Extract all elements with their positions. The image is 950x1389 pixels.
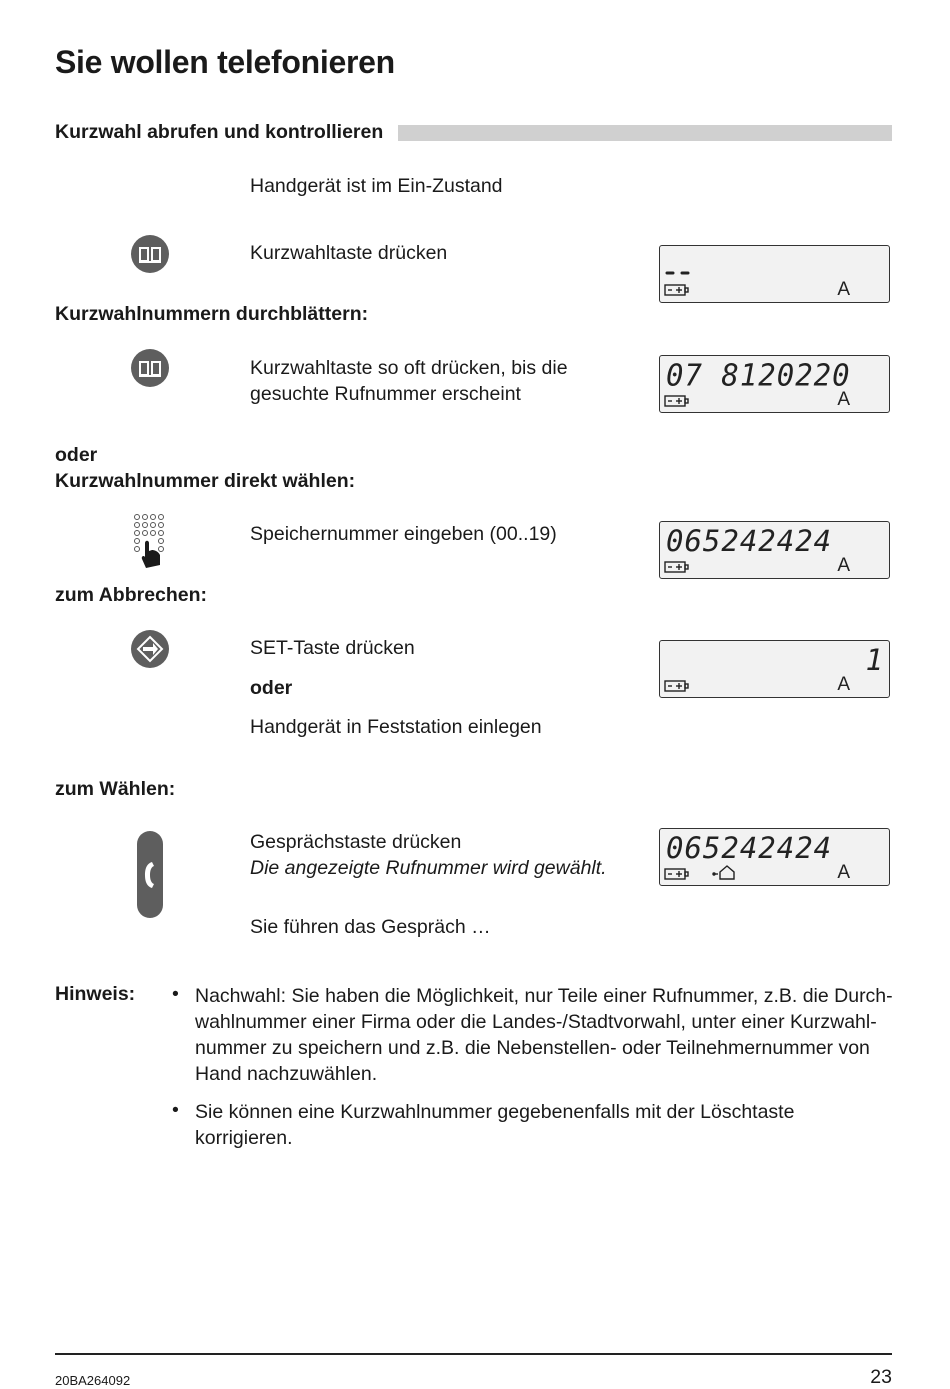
lcd-display-3 [659, 521, 890, 579]
press-talk-text: Gesprächstaste drücken [250, 831, 462, 853]
handset-key-icon [136, 830, 164, 925]
in-call-text: Sie führen das Gespräch … [250, 916, 491, 938]
dialed-note-text: Die angezeigte Rufnummer wird gewählt. [250, 857, 607, 879]
browse-heading: Kurzwahlnummern durchblättern: [55, 303, 369, 325]
hint-item-2: Sie können eine Kurzwahlnummer gegebenenfalls mit der Löschtaste korrigieren. [195, 1101, 795, 1149]
lcd-mode-indicator: A [837, 674, 850, 695]
or-heading: oder [55, 444, 98, 466]
lcd-display-1 [659, 245, 890, 303]
hint-item-1: Nachwahl: Sie haben die Möglichkeit, nur Teile einer Rufnummer, z.B. die Durchwahlnummer einer Firma oder die Landes-/Stadtvorwahl, unter einer Kurzwahlnummer zu speichern und z.B. die Nebenstellen- oder Teilnehmernummer von Hand nachzuwählen. [195, 985, 893, 1085]
browse-text-line2: gesuchte Rufnummer erscheint [250, 383, 521, 405]
house-line-icon [713, 866, 734, 879]
lcd-digits: 065242424 [666, 524, 833, 558]
lcd-display-5 [659, 828, 890, 886]
cancel-heading: zum Abbrechen: [55, 584, 208, 606]
footer-doc-code: 20BA264092 [55, 1373, 131, 1388]
place-handset-text: Handgerät in Feststation einlegen [250, 716, 542, 738]
battery-icon [665, 562, 688, 572]
page-title: Sie wollen telefonieren [55, 44, 395, 80]
lcd-digits: 1 [865, 643, 883, 677]
lcd-mode-indicator: A [837, 389, 850, 410]
battery-icon [665, 396, 688, 406]
hint-label: Hinweis: [55, 983, 136, 1005]
bullet-marker: • [172, 983, 179, 1005]
battery-icon [665, 681, 688, 691]
footer-rule [55, 1353, 892, 1355]
lcd-mode-indicator: A [837, 555, 850, 576]
page-number: 23 [870, 1366, 892, 1388]
or-text: oder [250, 677, 293, 699]
direct-dial-heading: Kurzwahlnummer direkt wählen: [55, 470, 356, 492]
step-press-speed-dial-text: Kurzwahltaste drücken [250, 242, 448, 264]
dial-heading: zum Wählen: [55, 778, 176, 800]
section-title: Kurzwahl abrufen und kontrollieren [55, 121, 384, 143]
browse-text-line1: Kurzwahltaste so oft drücken, bis die [250, 357, 568, 379]
battery-icon [665, 869, 688, 879]
lcd-mode-indicator: A [837, 862, 850, 883]
book-icon [130, 234, 170, 279]
lcd-display-2 [659, 355, 890, 413]
press-set-text: SET-Taste drücken [250, 637, 415, 659]
keypad-hand-icon [132, 513, 170, 576]
book-icon [130, 348, 170, 393]
bullet-marker: • [172, 1099, 179, 1121]
set-key-icon [130, 629, 170, 674]
lcd-display-4 [659, 640, 890, 698]
lcd-digits: 07 8120220 [666, 357, 851, 393]
step-state-text: Handgerät ist im Ein-Zustand [250, 175, 503, 197]
section-rule-bar [398, 125, 892, 141]
battery-icon [665, 285, 688, 295]
lcd-mode-indicator: A [837, 279, 850, 300]
enter-memory-text: Speichernummer eingeben (00..19) [250, 523, 557, 545]
lcd-digits: 065242424 [666, 831, 833, 865]
